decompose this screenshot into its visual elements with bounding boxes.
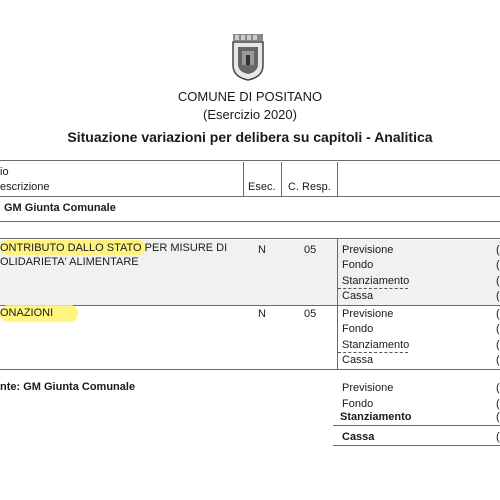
row-label-fondo: Fondo <box>342 259 374 271</box>
comune-title: COMUNE DI POSITANO <box>177 89 323 104</box>
column-divider <box>337 305 338 369</box>
right-edge-value: ( <box>496 323 500 335</box>
row-bottom-rule <box>0 369 500 370</box>
total-label: nte: GM Giunta Comunale <box>0 381 136 393</box>
total-rule <box>333 425 500 426</box>
column-header-esec: Esec. <box>248 181 276 193</box>
column-divider <box>281 162 282 196</box>
right-edge-value: ( <box>496 339 500 351</box>
column-divider <box>337 238 338 306</box>
row-label-stanziamento: Stanziamento <box>342 275 410 287</box>
total-label-previsione: Previsione <box>342 382 394 394</box>
right-edge-value: ( <box>496 411 500 423</box>
row-label-previsione: Previsione <box>342 308 394 320</box>
right-edge-value: ( <box>496 290 500 302</box>
row-description-line2: OLIDARIETA' ALIMENTARE <box>0 256 139 268</box>
column-header-cresp: C. Resp. <box>288 181 331 193</box>
total-rule <box>333 445 500 446</box>
row-esec: N <box>258 244 266 256</box>
column-divider <box>337 162 338 196</box>
column-header-descrizione: escrizione <box>0 181 50 193</box>
section-rule <box>0 221 500 222</box>
row-top-rule <box>0 238 500 239</box>
right-edge-value: ( <box>496 275 500 287</box>
right-edge-value: ( <box>496 382 500 394</box>
row-esec: N <box>258 308 266 320</box>
right-edge-value: ( <box>496 354 500 366</box>
row-label-previsione: Previsione <box>342 244 394 256</box>
row-description-cont: PER MISURE DI <box>141 242 228 254</box>
row-label-cassa: Cassa <box>342 290 374 302</box>
row-cresp: 05 <box>304 244 317 256</box>
table-row <box>0 241 227 255</box>
table-top-rule <box>0 160 500 161</box>
row-label-fondo: Fondo <box>342 323 374 335</box>
row-cresp: 05 <box>304 308 317 320</box>
total-label-stanziamento: Stanziamento <box>340 411 412 423</box>
right-edge-value: ( <box>496 244 500 256</box>
column-divider <box>243 162 244 196</box>
right-edge-value: ( <box>496 308 500 320</box>
esercizio-subtitle: (Esercizio 2020) <box>203 107 297 122</box>
row-label-stanziamento: Stanziamento <box>342 339 410 351</box>
report-title: Situazione variazioni per delibera su capitoli - Analitica <box>67 129 433 145</box>
section-label: GM Giunta Comunale <box>4 202 116 214</box>
total-label-fondo: Fondo <box>342 398 374 410</box>
right-edge-value: ( <box>496 259 500 271</box>
row-label-cassa: Cassa <box>342 354 374 366</box>
right-edge-value: ( <box>496 431 500 443</box>
right-edge-value: ( <box>496 398 500 410</box>
coat-of-arms-icon <box>230 33 266 81</box>
header-bottom-rule <box>0 196 500 197</box>
column-header-code: io <box>0 166 9 178</box>
total-label-cassa: Cassa <box>342 431 375 443</box>
row-description: ONTRIBUTO DALLO STATO <box>0 242 142 254</box>
table-row: ONAZIONI <box>0 307 54 319</box>
